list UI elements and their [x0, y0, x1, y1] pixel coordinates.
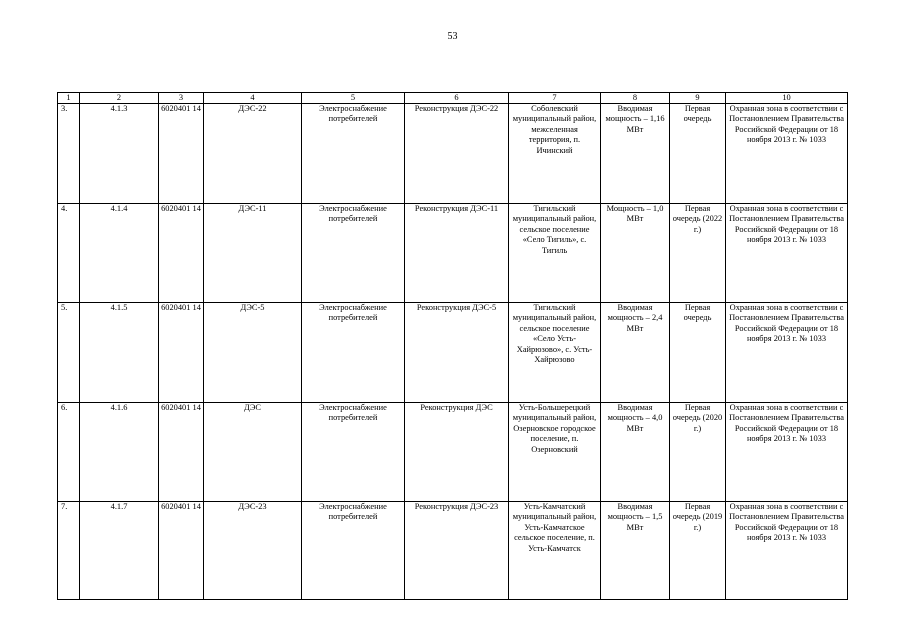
- object-code: 4.1.5: [80, 303, 159, 403]
- column-header: 1: [58, 93, 80, 104]
- object-code: 4.1.7: [80, 502, 159, 600]
- table-row: [58, 104, 848, 204]
- table-row: [58, 403, 848, 502]
- class-code: 6020401 14: [159, 104, 204, 204]
- object-characteristics: Вводимая мощность – 1,16 МВт: [601, 104, 670, 204]
- implementation-stage: Первая очередь: [670, 303, 726, 403]
- column-header: 6: [405, 93, 509, 104]
- page-number: 53: [447, 31, 458, 42]
- object-location: Усть-Камчатский муниципальный район, Усть-Камчатское сельское поселение, п. Усть-Камчатск: [509, 502, 601, 600]
- column-header: 2: [80, 93, 159, 104]
- object-type: Реконструкция ДЭС-22: [405, 104, 509, 204]
- column-header: 4: [204, 93, 302, 104]
- protection-zone: Охранная зона в соответствии с Постановлением Правительства Российской Федерации от 18 ноября 2013 г. № 1033: [726, 502, 848, 600]
- object-location: Соболевский муниципальный район, межселенная территория, п. Ичинский: [509, 104, 601, 204]
- column-header: 3: [159, 93, 204, 104]
- row-number: 5.: [58, 303, 80, 403]
- object-purpose: Электроснабжение потребителей: [302, 104, 405, 204]
- object-type: Реконструкция ДЭС-23: [405, 502, 509, 600]
- protection-zone: Охранная зона в соответствии с Постановлением Правительства Российской Федерации от 18 ноября 2013 г. № 1033: [726, 303, 848, 403]
- object-location: Тигильский муниципальный район, сельское поселение «Село Тигиль», с. Тигиль: [509, 204, 601, 303]
- header-row: [58, 93, 848, 104]
- object-purpose: Электроснабжение потребителей: [302, 303, 405, 403]
- object-purpose: Электроснабжение потребителей: [302, 204, 405, 303]
- row-number: 3.: [58, 104, 80, 204]
- column-header: 8: [601, 93, 670, 104]
- object-type: Реконструкция ДЭС-5: [405, 303, 509, 403]
- object-name: ДЭС-11: [204, 204, 302, 303]
- column-header: 9: [670, 93, 726, 104]
- object-characteristics: Вводимая мощность – 2,4 МВт: [601, 303, 670, 403]
- object-characteristics: Мощность – 1,0 МВт: [601, 204, 670, 303]
- object-location: Тигильский муниципальный район, сельское поселение «Село Усть-Хайрюзово», с. Усть-Хайрюзово: [509, 303, 601, 403]
- object-code: 4.1.6: [80, 403, 159, 502]
- table-row: [58, 303, 848, 403]
- row-number: 6.: [58, 403, 80, 502]
- implementation-stage: Первая очередь: [670, 104, 726, 204]
- column-header: 5: [302, 93, 405, 104]
- row-number: 4.: [58, 204, 80, 303]
- object-characteristics: Вводимая мощность – 1,5 МВт: [601, 502, 670, 600]
- row-number: 7.: [58, 502, 80, 600]
- objects-table: [57, 92, 848, 600]
- implementation-stage: Первая очередь (2022 г.): [670, 204, 726, 303]
- object-purpose: Электроснабжение потребителей: [302, 403, 405, 502]
- object-type: Реконструкция ДЭС: [405, 403, 509, 502]
- column-header: 10: [726, 93, 848, 104]
- class-code: 6020401 14: [159, 403, 204, 502]
- object-code: 4.1.3: [80, 104, 159, 204]
- column-header: 7: [509, 93, 601, 104]
- table-row: [58, 204, 848, 303]
- class-code: 6020401 14: [159, 204, 204, 303]
- object-code: 4.1.4: [80, 204, 159, 303]
- object-type: Реконструкция ДЭС-11: [405, 204, 509, 303]
- object-name: ДЭС: [204, 403, 302, 502]
- class-code: 6020401 14: [159, 303, 204, 403]
- object-name: ДЭС-23: [204, 502, 302, 600]
- implementation-stage: Первая очередь (2020 г.): [670, 403, 726, 502]
- protection-zone: Охранная зона в соответствии с Постановлением Правительства Российской Федерации от 18 ноября 2013 г. № 1033: [726, 204, 848, 303]
- object-name: ДЭС-22: [204, 104, 302, 204]
- protection-zone: Охранная зона в соответствии с Постановлением Правительства Российской Федерации от 18 ноября 2013 г. № 1033: [726, 104, 848, 204]
- implementation-stage: Первая очередь (2019 г.): [670, 502, 726, 600]
- object-location: Усть-Большерецкий муниципальный район, Озерновское городское поселение, п. Озерновский: [509, 403, 601, 502]
- object-name: ДЭС-5: [204, 303, 302, 403]
- object-characteristics: Вводимая мощность – 4,0 МВт: [601, 403, 670, 502]
- table-row: [58, 502, 848, 600]
- protection-zone: Охранная зона в соответствии с Постановлением Правительства Российской Федерации от 18 ноября 2013 г. № 1033: [726, 403, 848, 502]
- class-code: 6020401 14: [159, 502, 204, 600]
- object-purpose: Электроснабжение потребителей: [302, 502, 405, 600]
